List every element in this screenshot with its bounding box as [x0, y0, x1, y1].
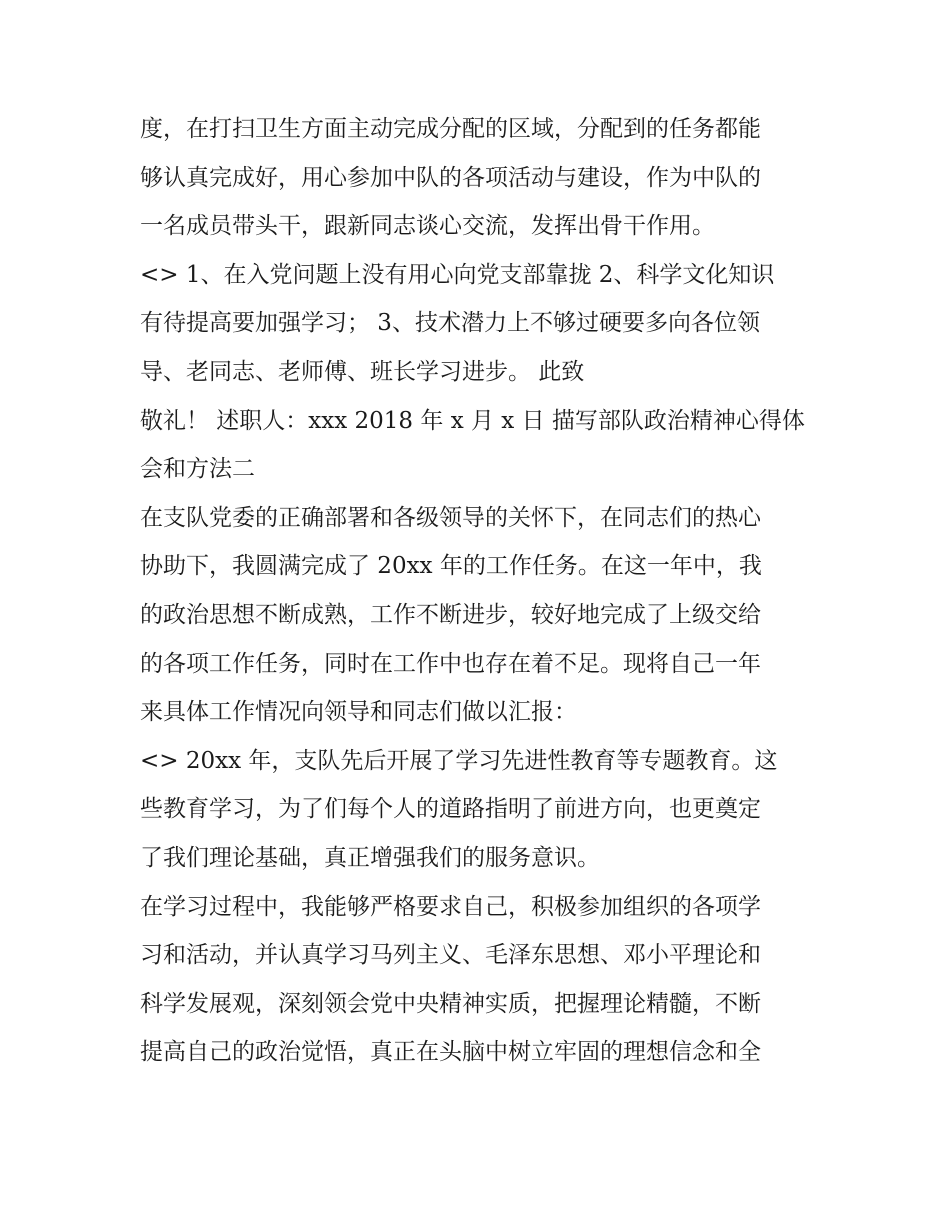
text-line: 的政治思想不断成熟，工作不断进步，较好地完成了上级交给: [140, 601, 761, 628]
text-line: 科学发展观，深刻领会党中央精神实质，把握理论精髓，不断: [140, 990, 761, 1017]
document-body: [140, 105, 820, 1077]
text-line: <> 1、在入党问题上没有用心向党支部靠拢 2、科学文化知识: [140, 261, 775, 288]
text-line: 导、老同志、老师傅、班长学习进步。 此致: [140, 358, 585, 385]
text-line: 敬礼！ 述职人：xxx 2018 年 x 月 x 日 描写部队政治精神心得体: [140, 407, 805, 434]
text-line: 在支队党委的正确部署和各级领导的关怀下，在同志们的热心: [140, 504, 761, 531]
text-line: 会和方法二: [140, 456, 255, 483]
text-line: 提高自己的政治觉悟，真正在头脑中树立牢固的理想信念和全: [140, 1039, 761, 1066]
text-line: 了我们理论基础，真正增强我们的服务意识。: [140, 844, 600, 871]
text-line: <> 20xx 年，支队先后开展了学习先进性教育等专题教育。这: [140, 747, 778, 774]
text-line: 协助下，我圆满完成了 20xx 年的工作任务。在这一年中，我: [140, 553, 762, 580]
text-line: 够认真完成好，用心参加中队的各项活动与建设，作为中队的: [140, 164, 761, 191]
text-line: 在学习过程中，我能够严格要求自己，积极参加组织的各项学: [140, 893, 761, 920]
text-line: 度，在打扫卫生方面主动完成分配的区域，分配到的任务都能: [140, 116, 761, 142]
text-line: 习和活动，并认真学习马列主义、毛泽东思想、邓小平理论和: [140, 942, 761, 969]
text-line: 一名成员带头干，跟新同志谈心交流，发挥出骨干作用。: [140, 213, 715, 240]
text-line: 些教育学习，为了们每个人的道路指明了前进方向，也更奠定: [140, 796, 761, 823]
text-line: 来具体工作情况向领导和同志们做以汇报：: [140, 699, 577, 726]
text-line: 有待提高要加强学习； 3、技术潜力上不够过硬要多向各位领: [140, 310, 760, 337]
text-line: 的各项工作任务，同时在工作中也存在着不足。现将自己一年: [140, 650, 761, 677]
